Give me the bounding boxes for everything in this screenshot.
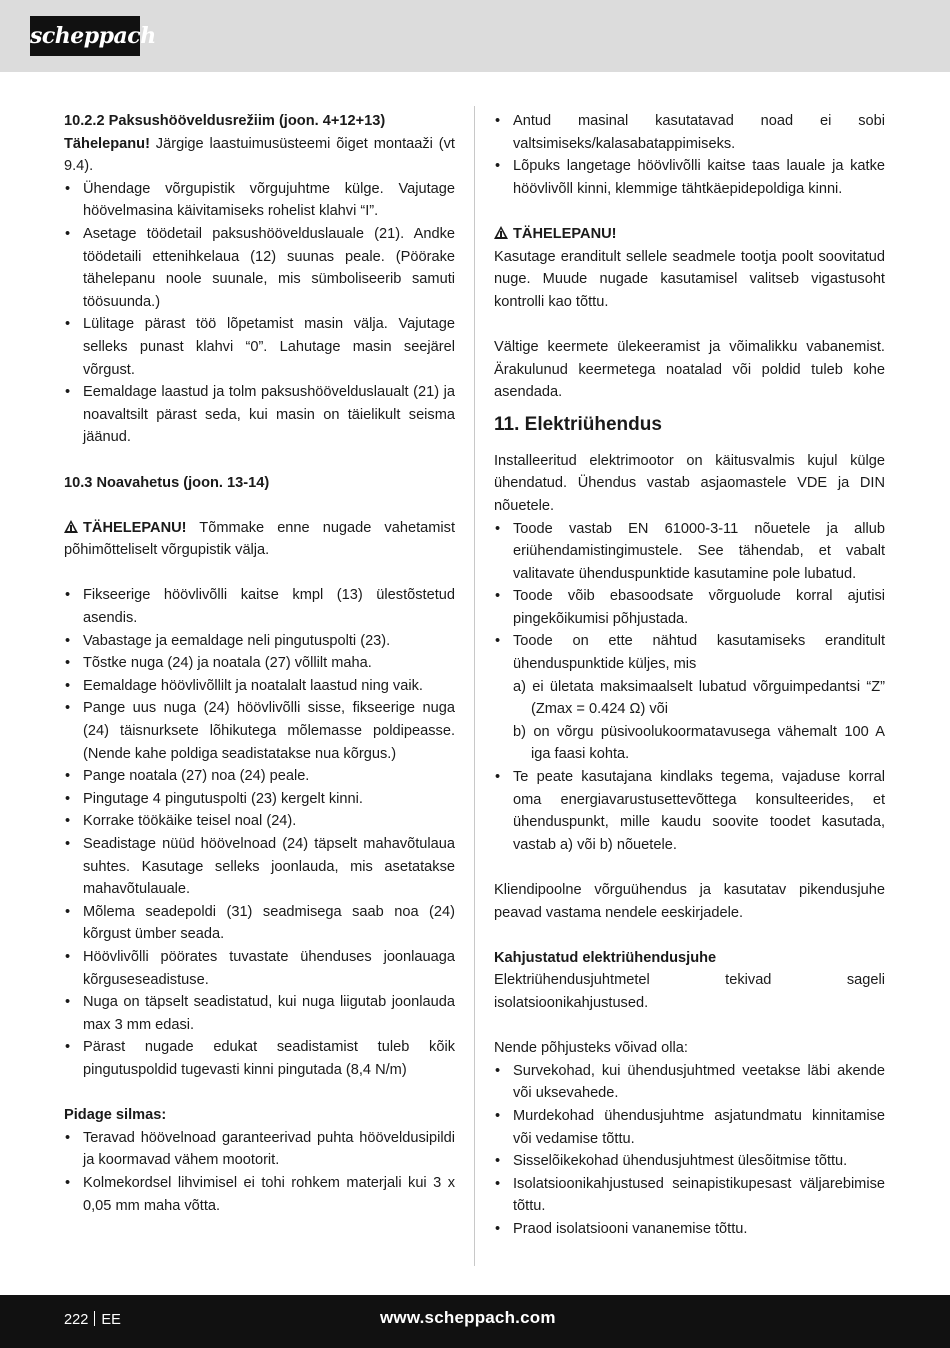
list-item: • Korrake töökäike teisel noal (24). <box>64 810 455 833</box>
list-item: • Kolmekordsel lihvimisel ei tohi rohkem materjali kui 3 x 0,05 mm maha võtta. <box>64 1172 455 1217</box>
list-item: • Te peate kasutajana kindlaks tegema, vajaduse korral oma energiavarustusettevõttega konsulteerides, et ühenduspunkt, mille kaudu soovite toodet kasutada, vastab a) või b) nõuetele. <box>494 766 885 856</box>
causes-intro: Nende põhjusteks võivad olla: <box>494 1040 688 1057</box>
page-number: 222 EE <box>64 1312 121 1328</box>
damaged-cable-heading: Kahjustatud elektriühendusjuhe <box>494 949 717 966</box>
list-item: • Fikseerige höövlivõlli kaitse kmpl (13) ülestõstetud asendis. <box>64 584 455 629</box>
list-item: • Pingutage 4 pingutuspolti (23) kergelt kinni. <box>64 788 455 811</box>
warning-heading: TÄHELEPANU! <box>494 223 885 246</box>
column-divider <box>474 106 475 1266</box>
list-item: • Asetage töödetail paksushöövelduslauale (21). Andke töödetaili ettenihkelaua (12) suunas peale. (Pöörake tähelepanu noole suunale, mis sümboliseerib samuti töösuunda.) <box>64 223 455 313</box>
page-header <box>0 0 950 72</box>
sub-item: b) on võrgu püsivoolukoormatavusega vähemalt 100 A iga faasi kohta. <box>513 723 885 763</box>
list-item: • Eemaldage höövlivõllilt ja noatalalt laastud ning vaik. <box>64 675 455 698</box>
list-item: • Seadistage nüüd höövelnoad (24) täpselt mahavõtulaua suhtes. Kasutage selleks joonlauda, mis asetatakse mahavõtulauale. <box>64 833 455 901</box>
list-item: • Antud masinal kasutatavad noad ei sobi valtsimiseks/kalasabatappimiseks. <box>494 110 885 155</box>
list-item: • Vabastage ja eemaldage neli pingutuspolti (23). <box>64 630 455 653</box>
section-heading-knife-change: 10.3 Noavahetus (joon. 13-14) <box>64 474 270 491</box>
list-item: • Toode on ette nähtud kasutamiseks eranditult ühenduspunktide küljes, mis <box>494 630 885 675</box>
list-item: • Lõpuks langetage höövlivõlli kaitse taas lauale ja katke höövlivõll kinni, klemmige tähtkäepidepoldiga kinni. <box>494 155 885 200</box>
website-link[interactable]: www.scheppach.com <box>380 1308 556 1327</box>
electrical-subitems <box>494 676 885 766</box>
list-item: • Höövlivõlli pöörates tuvastate ühenduses joonlauaga kõrguseseadistuse. <box>64 946 455 991</box>
note-items <box>64 1127 455 1217</box>
scheppach-logo: scheppach <box>30 16 140 56</box>
list-item: • Teravad höövelnoad garanteerivad puhta hööveldusipildi ja koormavad vähem mootorit. <box>64 1127 455 1172</box>
causes-list <box>494 1060 885 1241</box>
right-column <box>494 110 885 1241</box>
list-item: • Tõstke nuga (24) ja noatala (27) võllilt maha. <box>64 652 455 675</box>
section-heading-planing-mode: 10.2.2 Paksushööveldusrežiim (joon. 4+12+13) <box>64 113 386 129</box>
damaged-cable-text: Elektriühendusjuhtmetel tekivad sageli isolatsioonikahjustused. <box>494 972 885 1011</box>
warning-icon <box>64 520 78 533</box>
list-item: • Nuga on täpselt seadistatud, kui nuga liigutab joonlauda max 3 mm edasi. <box>64 991 455 1036</box>
knife-change-warning: TÄHELEPANU! Tõmmake enne nugade vahetamist põhimõtteliselt võrgupistik välja. <box>64 519 455 559</box>
knife-change-continued <box>494 110 885 200</box>
list-item: • Survekohad, kui ühendusjuhtmed veetakse läbi akende või uksevahede. <box>494 1060 885 1105</box>
electrical-items-last <box>494 766 885 856</box>
list-item: • Pange uus nuga (24) höövlivõlli sisse, fikseerige nuga (24) täisnurksete lõhikutega mõlemasse poldipeasse. (Nende kahe poldiga seadistatakse nua kõrgus.) <box>64 697 455 765</box>
knife-change-steps <box>64 584 455 1081</box>
electrical-intro: Installeeritud elektrimootor on käitusvalmis kujul külge ühendatud. Ühendus vastab asjaomastele VDE ja DIN nõuetele. <box>494 452 885 514</box>
list-item: • Praod isolatsiooni vananemise tõttu. <box>494 1218 885 1241</box>
warning-text-threads: Vältige keermete ülekeeramist ja võimalikku vabanemist. Ärakulunud keermetega noatalad või poldid tuleb kohe asendada. <box>494 338 885 401</box>
list-item: • Mõlema seadepoldi (31) seadmisega saab noa (24) kõrgust ümber seada. <box>64 901 455 946</box>
list-item: • Sisselõikekohad ühendusjuhtmest ülesõitmise tõttu. <box>494 1150 885 1173</box>
warning-text: Kasutage eranditult sellele seadmele tootja poolt soovitatud nuge. Muude nugade kasutamisel valitseb vigastusoht kontrolli kao tõttu. <box>494 248 885 310</box>
warning-icon <box>494 226 508 239</box>
list-item: • Isolatsioonikahjustused seinapistikupesast väljarebimise tõttu. <box>494 1173 885 1218</box>
page-footer <box>0 1295 950 1348</box>
list-item: • Eemaldage laastud ja tolm paksushöövelduslaualt (21) ja noavaltsilt pärast seda, kui masin on täielikult seisma jäänud. <box>64 381 455 449</box>
list-item: • Toode võib ebasoodsate võrguolude korral ajutisi pingekõikumisi põhjustada. <box>494 585 885 630</box>
list-item: • Toode vastab EN 61000-3-11 nõuetele ja allub eriühendamistingimustele. See tähendab, et vabalt valitavate ühenduspunktide kasutamine pole lubatud. <box>494 518 885 586</box>
list-item: • Pärast nugade edukat seadistamist tuleb kõik pingutuspoldid tugevasti kinni pingutada (8,4 N/m) <box>64 1036 455 1081</box>
section-heading-electrical: 11. Elektriühendus <box>494 413 662 435</box>
section-heading-note: Pidage silmas: <box>64 1107 167 1124</box>
planing-mode-warning: Tähelepanu! Järgige laastuimusüsteemi õiget montaaži (vt 9.4). <box>64 135 455 175</box>
list-item: • Lülitage pärast töö lõpetamist masin välja. Vajutage selleks punast klahvi “0”. Lahutage masin seejärel võrgust. <box>64 313 455 381</box>
list-item: • Ühendage võrgupistik võrgujuhtme külge. Vajutage höövelmasina käivitamiseks rohelist klahvi “I”. <box>64 178 455 223</box>
planing-mode-steps <box>64 178 455 449</box>
list-item: • Murdekohad ühendusjuhtme asjatundmatu kinnitamise või vedamise tõttu. <box>494 1105 885 1150</box>
client-connection-text: Kliendipoolne võrguühendus ja kasutatav pikendusjuhe peavad vastama nendele eeskirjadele. <box>494 882 885 921</box>
list-item: • Pange noatala (27) noa (24) peale. <box>64 765 455 788</box>
electrical-items <box>494 518 885 676</box>
left-column <box>64 110 455 1217</box>
sub-item: a) ei ületata maksimaalselt lubatud võrguimpedantsi “Z” (Zmax = 0.424 Ω) või <box>513 678 885 718</box>
